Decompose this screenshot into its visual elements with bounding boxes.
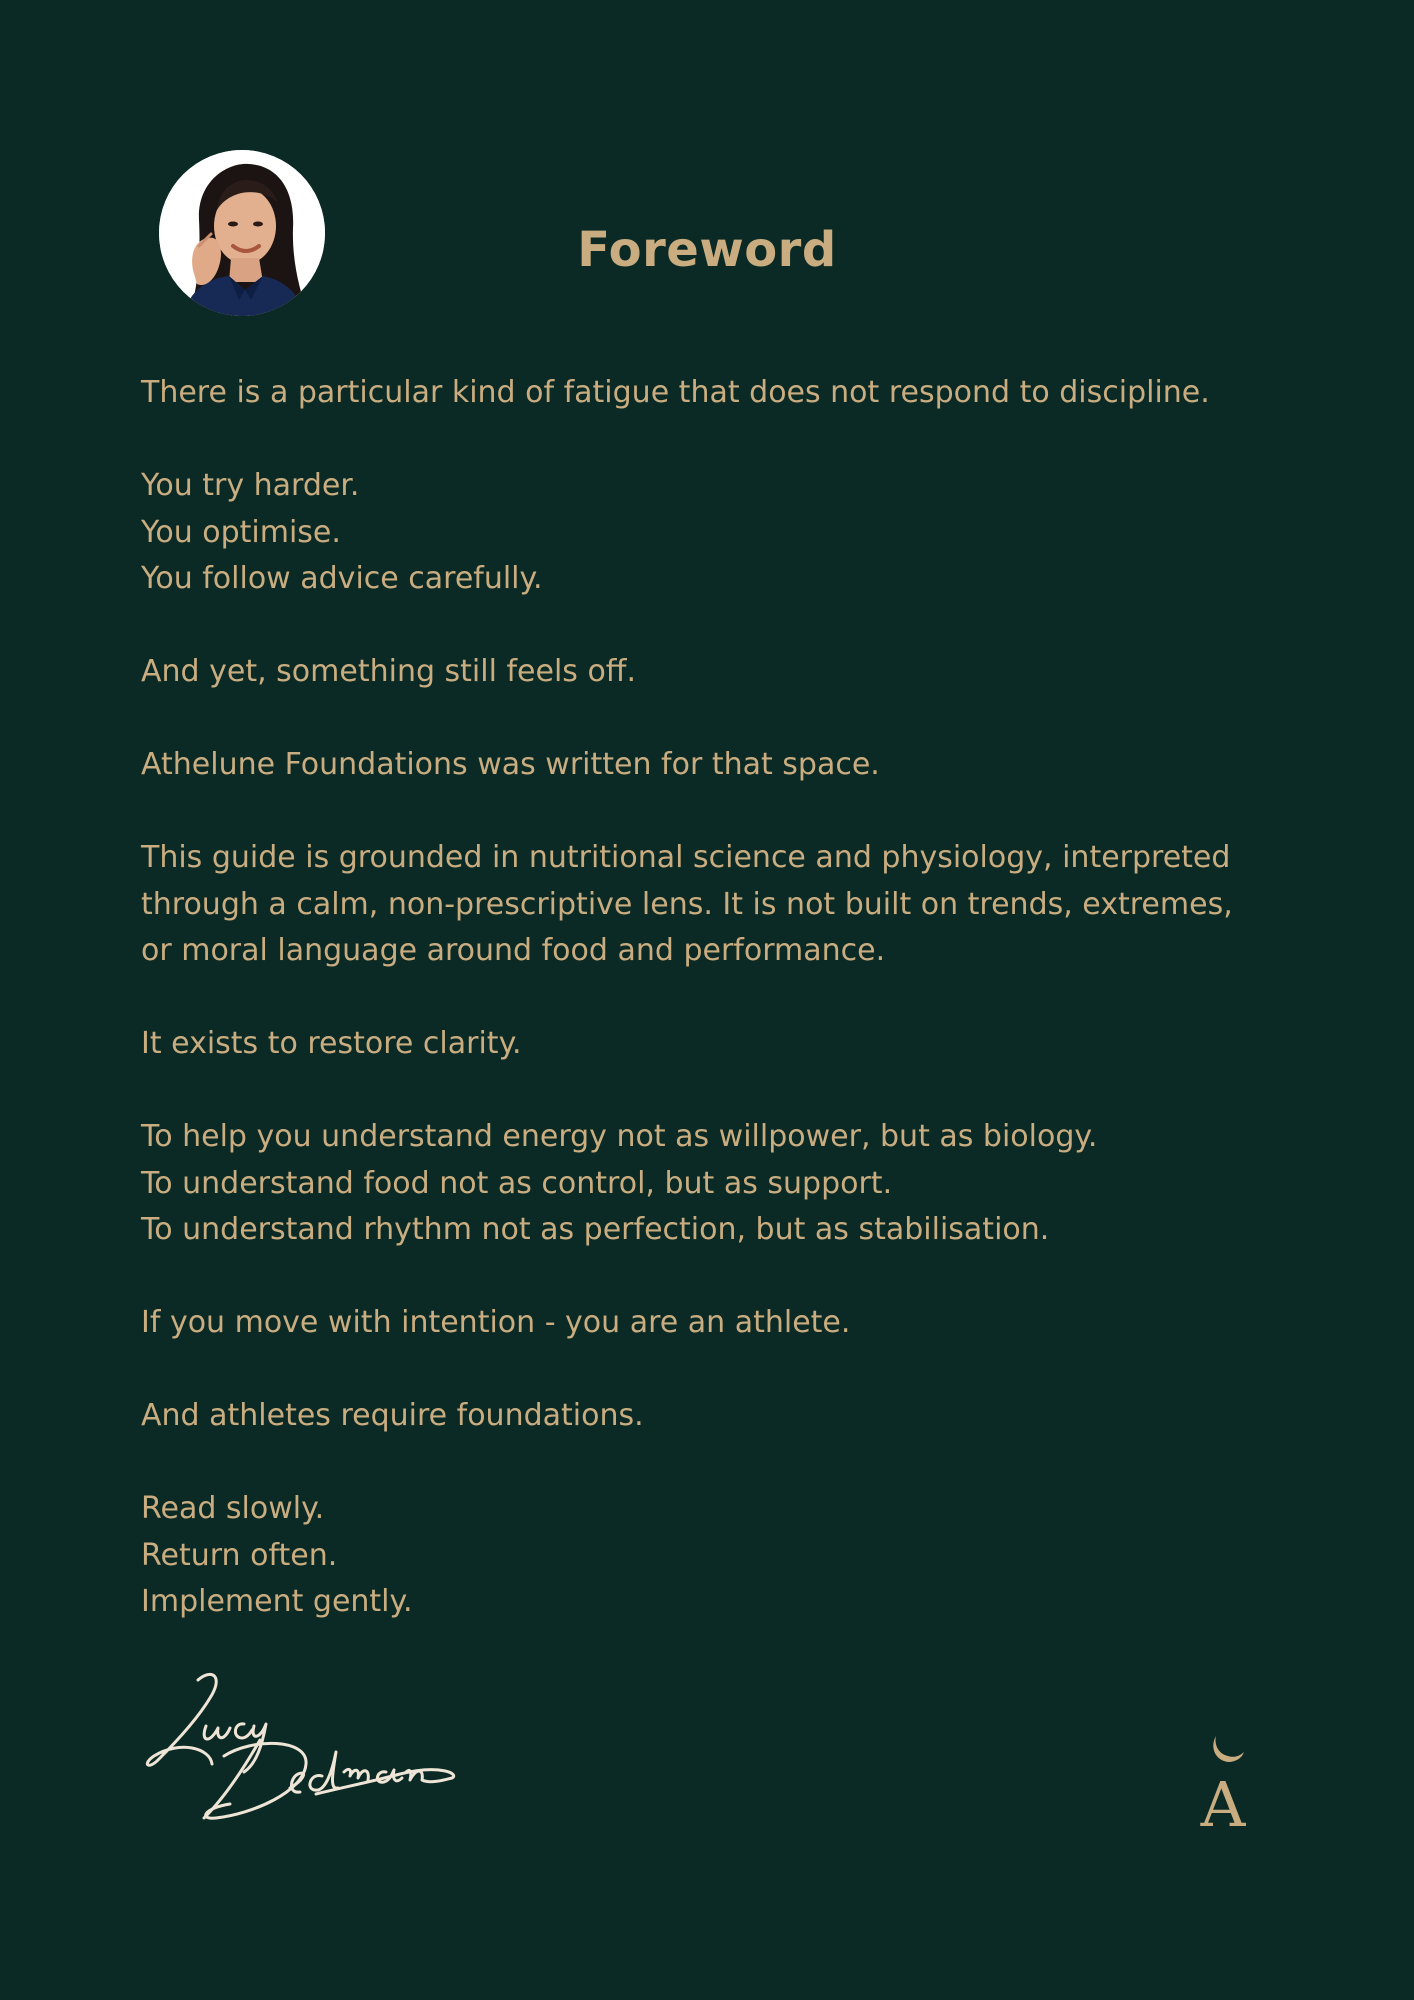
athelune-logo xyxy=(1186,1730,1260,1830)
paragraph xyxy=(141,835,1281,975)
text-line: Implement gently. xyxy=(141,1584,413,1619)
text-line: It exists to restore clarity. xyxy=(141,1026,522,1061)
foreword-body xyxy=(141,370,1281,1672)
logo-letter: A xyxy=(1200,1768,1246,1830)
paragraph xyxy=(141,649,1281,696)
author-signature xyxy=(140,1668,460,1828)
text-line: Return often. xyxy=(141,1537,338,1573)
paragraph xyxy=(141,1300,1281,1347)
paragraph xyxy=(141,1393,1281,1440)
paragraph xyxy=(141,463,1281,603)
text-line: You follow advice carefully. xyxy=(141,561,543,596)
text-line: And athletes require foundations. xyxy=(141,1398,644,1433)
paragraph xyxy=(141,1114,1281,1254)
text-line: If you move with intention - you are an athlete. xyxy=(141,1305,851,1340)
text-line: or moral language around food and performance. xyxy=(141,933,886,968)
text-line: To understand rhythm not as perfection, but as stabilisation. xyxy=(141,1212,1050,1247)
athelune-logo-icon xyxy=(1186,1730,1260,1830)
paragraph xyxy=(141,1021,1281,1068)
text-line: To understand food not as control, but as support. xyxy=(141,1165,893,1201)
signature-icon xyxy=(140,1668,460,1828)
page-title: Foreword xyxy=(577,222,837,278)
text-line: Athelune Foundations was written for that space. xyxy=(141,747,880,782)
paragraph xyxy=(141,742,1281,789)
text-line: You try harder. xyxy=(141,468,360,503)
text-line: You optimise. xyxy=(141,514,341,550)
text-line: Read slowly. xyxy=(141,1491,325,1526)
paragraph xyxy=(141,370,1281,417)
text-line: There is a particular kind of fatigue that does not respond to discipline. xyxy=(141,375,1210,410)
text-line: And yet, something still feels off. xyxy=(141,654,636,689)
paragraph xyxy=(141,1486,1281,1626)
text-line: This guide is grounded in nutritional science and physiology, interpreted xyxy=(141,840,1231,875)
text-line: To help you understand energy not as willpower, but as biology. xyxy=(141,1119,1098,1154)
text-line: through a calm, non-prescriptive lens. It is not built on trends, extremes, xyxy=(141,886,1233,922)
